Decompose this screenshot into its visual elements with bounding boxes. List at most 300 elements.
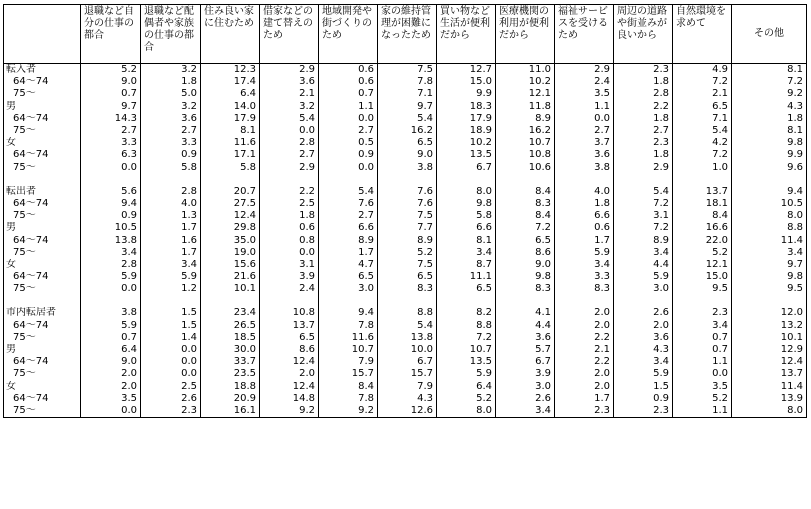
table-cell: 12.0	[732, 307, 807, 319]
table-cell: 12.7	[437, 64, 496, 77]
table-cell: 5.9	[141, 271, 201, 283]
table-cell	[555, 295, 614, 307]
table-cell: 10.2	[437, 137, 496, 149]
table-cell: 6.5	[437, 283, 496, 295]
table-cell: 8.9	[614, 234, 673, 246]
table-cell: 8.3	[496, 198, 555, 210]
table-cell: 9.5	[732, 283, 807, 295]
table-cell: 3.4	[141, 259, 201, 271]
table-cell: 3.1	[614, 210, 673, 222]
table-cell	[614, 174, 673, 186]
table-cell: 6.6	[555, 210, 614, 222]
table-cell: 2.8	[614, 88, 673, 100]
table-cell: 12.4	[732, 356, 807, 368]
row-label: 64〜74	[4, 149, 81, 161]
table-cell: 20.9	[201, 393, 260, 405]
table-cell	[614, 295, 673, 307]
table-cell: 3.6	[614, 332, 673, 344]
table-cell: 11.1	[437, 271, 496, 283]
table-cell	[732, 295, 807, 307]
table-cell: 4.7	[319, 259, 378, 271]
table-row	[4, 332, 807, 344]
table-cell: 2.3	[673, 307, 732, 319]
row-label: 男	[4, 101, 81, 113]
table-cell: 2.9	[260, 162, 319, 174]
table-row	[4, 137, 807, 149]
table-cell: 13.8	[81, 234, 141, 246]
table-cell: 22.0	[673, 234, 732, 246]
table-cell: 8.3	[555, 283, 614, 295]
table-cell: 2.3	[614, 137, 673, 149]
table-cell: 2.0	[260, 368, 319, 380]
table-cell: 12.6	[378, 405, 437, 418]
table-row	[4, 234, 807, 246]
table-cell: 0.6	[555, 222, 614, 234]
table-cell: 11.6	[319, 332, 378, 344]
table-cell	[673, 174, 732, 186]
table-cell: 16.2	[378, 125, 437, 137]
row-label	[4, 174, 81, 186]
table-cell	[260, 174, 319, 186]
table-cell: 3.8	[81, 307, 141, 319]
table-cell: 5.2	[673, 247, 732, 259]
table-cell: 7.8	[378, 76, 437, 88]
table-cell: 6.4	[437, 381, 496, 393]
row-label: 64〜74	[4, 198, 81, 210]
table-row	[4, 259, 807, 271]
table-row	[4, 198, 807, 210]
table-cell: 4.3	[378, 393, 437, 405]
table-cell: 7.5	[378, 64, 437, 77]
table-cell: 8.4	[496, 210, 555, 222]
table-cell: 17.9	[437, 113, 496, 125]
table-cell: 6.5	[378, 271, 437, 283]
table-cell: 3.4	[614, 247, 673, 259]
table-cell: 1.7	[141, 247, 201, 259]
table-cell: 8.4	[496, 186, 555, 198]
table-cell: 7.1	[378, 88, 437, 100]
table-cell: 1.0	[673, 162, 732, 174]
table-cell: 7.2	[437, 332, 496, 344]
table-cell: 5.7	[496, 344, 555, 356]
table-cell: 2.2	[555, 332, 614, 344]
table-cell: 2.0	[614, 320, 673, 332]
table-cell: 6.7	[437, 162, 496, 174]
table-cell: 8.3	[496, 283, 555, 295]
table-cell: 7.2	[732, 76, 807, 88]
table-row	[4, 186, 807, 198]
table-cell: 2.0	[555, 381, 614, 393]
table-cell: 9.2	[260, 405, 319, 418]
table-cell: 5.2	[81, 64, 141, 77]
table-cell: 16.2	[496, 125, 555, 137]
table-cell: 5.9	[614, 368, 673, 380]
table-cell	[496, 295, 555, 307]
table-cell: 0.0	[673, 368, 732, 380]
table-cell: 9.9	[732, 149, 807, 161]
table-cell: 8.9	[378, 234, 437, 246]
table-cell: 23.5	[201, 368, 260, 380]
table-body	[4, 64, 807, 418]
table-cell: 11.6	[201, 137, 260, 149]
table-cell: 10.7	[319, 344, 378, 356]
table-cell: 6.7	[378, 356, 437, 368]
table-cell	[201, 295, 260, 307]
table-cell: 5.8	[141, 162, 201, 174]
table-row	[4, 307, 807, 319]
table-cell: 7.8	[319, 393, 378, 405]
table-cell: 2.0	[81, 368, 141, 380]
table-cell: 8.1	[732, 125, 807, 137]
table-cell: 6.5	[319, 271, 378, 283]
table-cell: 9.7	[732, 259, 807, 271]
table-cell	[555, 174, 614, 186]
table-cell: 1.1	[673, 405, 732, 418]
table-cell: 4.4	[614, 259, 673, 271]
table-cell: 5.4	[673, 125, 732, 137]
table-cell: 6.7	[496, 356, 555, 368]
table-cell	[81, 174, 141, 186]
table-cell: 17.1	[201, 149, 260, 161]
table-cell: 0.7	[673, 344, 732, 356]
table-cell: 3.0	[614, 283, 673, 295]
table-cell: 2.2	[260, 186, 319, 198]
table-cell: 6.5	[496, 234, 555, 246]
table-cell: 12.1	[673, 259, 732, 271]
column-header: 借家などの建て替えのため	[260, 5, 319, 64]
table-cell: 4.1	[496, 307, 555, 319]
row-label: 64〜74	[4, 393, 81, 405]
table-cell: 7.9	[378, 381, 437, 393]
table-cell: 4.9	[673, 64, 732, 77]
table-cell: 3.5	[673, 381, 732, 393]
table-cell: 2.9	[260, 64, 319, 77]
data-table	[3, 4, 807, 418]
row-label: 女	[4, 259, 81, 271]
table-cell: 0.7	[81, 332, 141, 344]
row-label: 64〜74	[4, 234, 81, 246]
table-cell: 8.8	[732, 222, 807, 234]
table-cell: 5.9	[437, 368, 496, 380]
table-cell: 16.1	[201, 405, 260, 418]
table-cell: 10.7	[496, 137, 555, 149]
table-cell: 0.8	[260, 234, 319, 246]
column-header: 周辺の道路や街並みが良いから	[614, 5, 673, 64]
table-cell: 0.7	[673, 332, 732, 344]
table-cell: 8.8	[378, 307, 437, 319]
table-row	[4, 222, 807, 234]
row-label: 市内転居者	[4, 307, 81, 319]
table-cell	[732, 174, 807, 186]
spacer-row	[4, 174, 807, 186]
table-cell: 2.3	[614, 405, 673, 418]
column-header: 買い物など生活が便利だから	[437, 5, 496, 64]
table-cell: 13.7	[673, 186, 732, 198]
table-cell: 6.4	[201, 88, 260, 100]
table-cell: 10.8	[496, 149, 555, 161]
table-cell: 9.7	[378, 101, 437, 113]
table-cell: 3.7	[555, 137, 614, 149]
table-row	[4, 368, 807, 380]
table-cell: 1.3	[141, 210, 201, 222]
table-cell: 13.5	[437, 356, 496, 368]
table-cell: 26.5	[201, 320, 260, 332]
table-cell: 23.4	[201, 307, 260, 319]
table-cell: 3.3	[141, 137, 201, 149]
table-cell: 1.7	[555, 393, 614, 405]
table-cell: 3.4	[614, 356, 673, 368]
table-cell: 12.4	[260, 381, 319, 393]
table-cell: 2.5	[141, 381, 201, 393]
table-cell: 1.8	[732, 113, 807, 125]
table-cell: 5.8	[201, 162, 260, 174]
table-cell: 0.0	[319, 162, 378, 174]
table-cell: 2.8	[260, 137, 319, 149]
table-cell: 9.8	[732, 271, 807, 283]
table-cell: 18.9	[437, 125, 496, 137]
column-header: 退職など自分の仕事の都合	[81, 5, 141, 64]
table-cell: 6.5	[378, 137, 437, 149]
table-cell: 1.8	[614, 149, 673, 161]
table-cell: 12.4	[201, 210, 260, 222]
table-row	[4, 247, 807, 259]
table-cell: 8.0	[732, 405, 807, 418]
table-cell: 3.2	[141, 101, 201, 113]
row-label: 64〜74	[4, 113, 81, 125]
table-cell: 10.7	[437, 344, 496, 356]
row-label: 75〜	[4, 332, 81, 344]
table-cell: 10.6	[496, 162, 555, 174]
table-cell: 3.4	[673, 320, 732, 332]
table-cell: 15.7	[378, 368, 437, 380]
table-cell: 12.4	[260, 356, 319, 368]
table-cell: 15.0	[673, 271, 732, 283]
table-cell: 5.9	[81, 320, 141, 332]
table-cell: 1.7	[319, 247, 378, 259]
row-label: 75〜	[4, 88, 81, 100]
table-cell: 2.5	[260, 198, 319, 210]
table-cell	[378, 295, 437, 307]
table-cell: 3.4	[732, 247, 807, 259]
table-cell: 29.8	[201, 222, 260, 234]
row-label	[4, 295, 81, 307]
table-cell: 1.1	[555, 101, 614, 113]
column-header: 地域開発や街づくりのため	[319, 5, 378, 64]
table-cell: 0.9	[319, 149, 378, 161]
table-cell: 2.0	[555, 368, 614, 380]
table-row	[4, 113, 807, 125]
table-cell: 11.4	[732, 381, 807, 393]
table-cell: 9.2	[732, 88, 807, 100]
column-header: 住み良い家に住むため	[201, 5, 260, 64]
table-cell: 2.7	[555, 125, 614, 137]
table-cell: 0.0	[555, 113, 614, 125]
table-cell: 20.7	[201, 186, 260, 198]
table-cell: 5.2	[673, 393, 732, 405]
table-cell: 0.0	[260, 125, 319, 137]
table-cell: 8.4	[673, 210, 732, 222]
table-cell: 21.6	[201, 271, 260, 283]
table-cell: 1.2	[141, 283, 201, 295]
table-cell: 2.7	[81, 125, 141, 137]
table-cell	[673, 295, 732, 307]
table-cell: 7.6	[378, 186, 437, 198]
table-cell: 9.9	[437, 88, 496, 100]
table-cell: 5.2	[437, 393, 496, 405]
table-cell: 14.0	[201, 101, 260, 113]
table-cell: 0.7	[81, 88, 141, 100]
table-cell: 2.0	[555, 307, 614, 319]
table-cell: 6.3	[81, 149, 141, 161]
row-label: 転入者	[4, 64, 81, 77]
table-cell: 10.5	[81, 222, 141, 234]
table-cell: 7.5	[378, 259, 437, 271]
row-label: 75〜	[4, 405, 81, 418]
table-cell: 1.6	[141, 234, 201, 246]
table-cell: 0.7	[319, 88, 378, 100]
row-label: 75〜	[4, 247, 81, 259]
table-cell: 7.2	[614, 222, 673, 234]
table-cell: 9.2	[319, 405, 378, 418]
table-cell: 1.1	[673, 356, 732, 368]
table-row	[4, 283, 807, 295]
table-cell: 9.0	[378, 149, 437, 161]
table-cell	[141, 174, 201, 186]
table-cell: 9.4	[81, 198, 141, 210]
spacer-row	[4, 295, 807, 307]
table-cell: 10.5	[732, 198, 807, 210]
table-cell: 9.7	[81, 101, 141, 113]
table-cell: 7.5	[378, 210, 437, 222]
table-cell: 8.9	[496, 113, 555, 125]
table-cell: 8.1	[201, 125, 260, 137]
table-cell: 2.1	[673, 88, 732, 100]
table-cell: 6.5	[260, 332, 319, 344]
table-cell: 0.0	[81, 283, 141, 295]
table-cell: 3.0	[496, 381, 555, 393]
table-cell: 0.9	[81, 210, 141, 222]
table-cell: 1.8	[614, 76, 673, 88]
table-cell: 6.4	[81, 344, 141, 356]
table-cell: 2.4	[260, 283, 319, 295]
column-header: その他	[732, 5, 807, 64]
table-cell: 1.1	[319, 101, 378, 113]
table-cell: 17.4	[201, 76, 260, 88]
table-cell: 5.4	[260, 113, 319, 125]
table-cell: 9.4	[319, 307, 378, 319]
table-cell: 0.6	[319, 76, 378, 88]
row-label: 75〜	[4, 162, 81, 174]
table-cell: 9.0	[496, 259, 555, 271]
table-cell: 9.0	[81, 76, 141, 88]
column-header: 医療機関の利用が便利だから	[496, 5, 555, 64]
table-cell: 3.5	[555, 88, 614, 100]
table-cell: 3.4	[81, 247, 141, 259]
table-cell: 13.8	[378, 332, 437, 344]
table-cell: 2.6	[614, 307, 673, 319]
table-cell: 13.9	[732, 393, 807, 405]
table-cell: 0.9	[614, 393, 673, 405]
table-cell: 11.0	[496, 64, 555, 77]
table-cell: 7.1	[673, 113, 732, 125]
table-cell: 2.2	[614, 101, 673, 113]
row-label: 75〜	[4, 283, 81, 295]
column-header: 自然環境を求めて	[673, 5, 732, 64]
table-cell: 5.9	[614, 271, 673, 283]
table-row	[4, 393, 807, 405]
table-cell: 0.0	[81, 405, 141, 418]
table-cell: 2.9	[555, 64, 614, 77]
table-cell: 13.5	[437, 149, 496, 161]
table-cell: 9.8	[732, 137, 807, 149]
table-cell: 2.0	[81, 381, 141, 393]
table-cell: 18.1	[673, 198, 732, 210]
table-cell: 7.7	[378, 222, 437, 234]
table-cell: 19.0	[201, 247, 260, 259]
table-cell: 0.6	[260, 222, 319, 234]
row-label: 75〜	[4, 125, 81, 137]
table-row	[4, 271, 807, 283]
header-row	[4, 5, 807, 64]
table-cell: 2.7	[319, 210, 378, 222]
table-cell	[319, 295, 378, 307]
table-cell: 0.0	[141, 344, 201, 356]
table-cell: 2.8	[81, 259, 141, 271]
table-cell: 2.7	[319, 125, 378, 137]
table-cell: 0.0	[141, 368, 201, 380]
table-cell: 4.3	[732, 101, 807, 113]
table-cell: 6.6	[437, 222, 496, 234]
row-label: 64〜74	[4, 271, 81, 283]
table-cell: 9.8	[437, 198, 496, 210]
table-cell: 1.8	[614, 113, 673, 125]
table-cell	[496, 174, 555, 186]
column-header: 家の維持管理が困難になったため	[378, 5, 437, 64]
table-cell: 8.6	[496, 247, 555, 259]
table-cell: 7.2	[614, 198, 673, 210]
table-row	[4, 125, 807, 137]
table-cell: 18.8	[201, 381, 260, 393]
table-cell: 3.2	[141, 64, 201, 77]
table-cell: 1.8	[555, 198, 614, 210]
table-cell: 27.5	[201, 198, 260, 210]
table-cell	[437, 295, 496, 307]
table-cell: 1.8	[260, 210, 319, 222]
table-cell: 0.0	[319, 113, 378, 125]
table-cell	[319, 174, 378, 186]
table-cell: 8.8	[437, 320, 496, 332]
table-cell: 5.0	[141, 88, 201, 100]
table-cell: 12.1	[496, 88, 555, 100]
table-cell: 1.7	[141, 222, 201, 234]
column-header: 福祉サービスを受けるため	[555, 5, 614, 64]
table-cell: 7.6	[319, 198, 378, 210]
table-cell: 8.2	[437, 307, 496, 319]
table-cell: 7.6	[378, 198, 437, 210]
table-cell: 0.6	[319, 64, 378, 77]
table-cell	[141, 295, 201, 307]
table-cell: 1.7	[555, 234, 614, 246]
table-cell: 3.0	[319, 283, 378, 295]
table-cell: 3.4	[555, 259, 614, 271]
table-cell: 8.0	[437, 405, 496, 418]
table-cell: 16.6	[673, 222, 732, 234]
table-cell: 3.4	[437, 247, 496, 259]
table-cell: 2.0	[555, 320, 614, 332]
table-row	[4, 356, 807, 368]
table-cell: 3.3	[81, 137, 141, 149]
table-cell	[378, 174, 437, 186]
